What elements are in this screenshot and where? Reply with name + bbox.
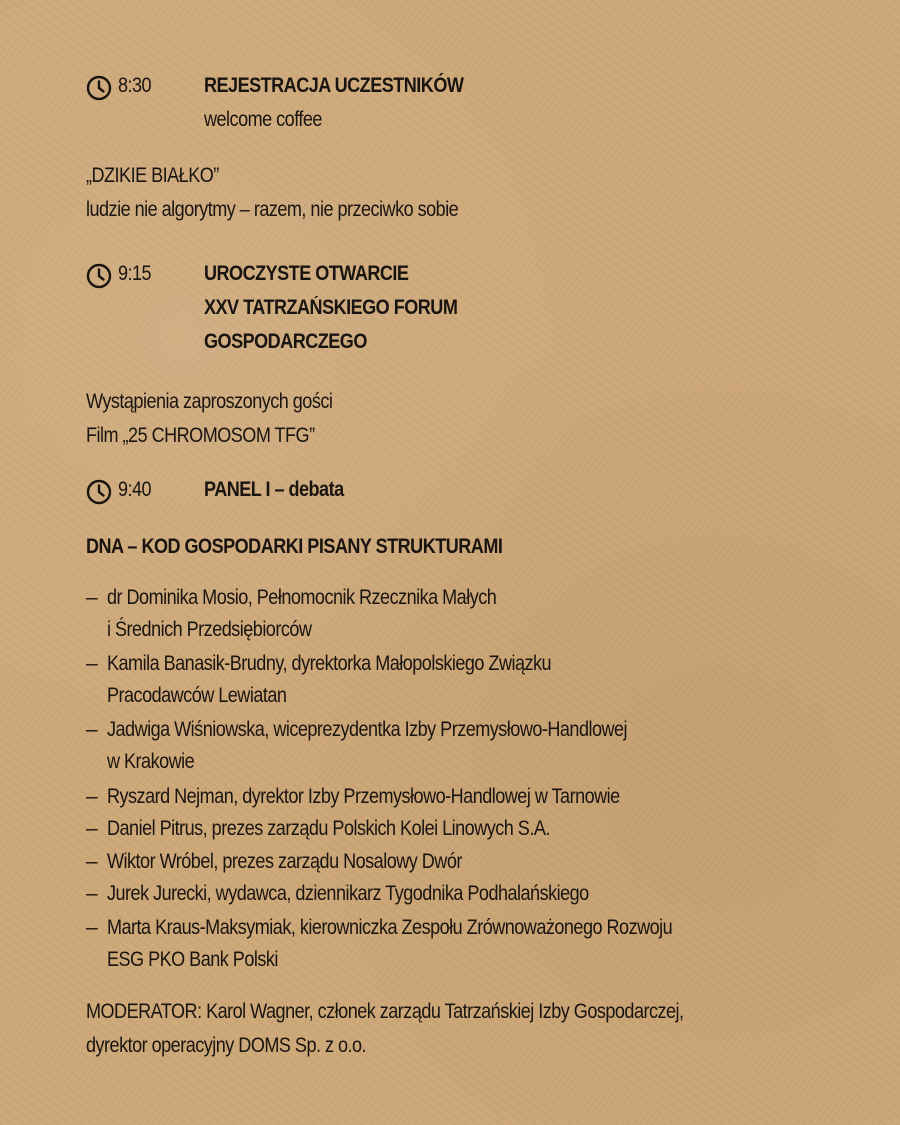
list-bullet: – bbox=[86, 718, 98, 741]
registration-title: REJESTRACJA UCZESTNIKÓW bbox=[204, 74, 464, 97]
opening-title-line-2: XXV TATRZAŃSKIEGO FORUM bbox=[204, 296, 458, 319]
panelist-line: Jadwiga Wiśniowska, wiceprezydentka Izby Przemysłowo-Handlowej bbox=[107, 718, 628, 741]
panelist-line: w Krakowie bbox=[107, 750, 195, 773]
tagline-title: „DZIKIE BIAŁKO” bbox=[86, 164, 219, 187]
list-bullet: – bbox=[86, 785, 98, 808]
panelist-line: Jurek Jurecki, wydawca, dziennikarz Tygodnika Podhalańskiego bbox=[107, 882, 589, 905]
panel-heading: DNA – KOD GOSPODARKI PISANY STRUKTURAMI bbox=[86, 535, 503, 558]
opening-title-line-3: GOSPODARCZEGO bbox=[204, 330, 367, 353]
clock-icon bbox=[86, 479, 112, 505]
list-bullet: – bbox=[86, 882, 98, 905]
registration-subtitle: welcome coffee bbox=[204, 108, 322, 131]
opening-detail: Film „25 CHROMOSOM TFG” bbox=[86, 424, 315, 447]
panelist-line: Pracodawców Lewiatan bbox=[107, 684, 287, 707]
list-bullet: – bbox=[86, 850, 98, 873]
list-bullet: – bbox=[86, 817, 98, 840]
moderator-line: MODERATOR: Karol Wagner, członek zarządu Tatrzańskiej Izby Gospodarczej, bbox=[86, 1000, 684, 1023]
panelist-line: i Średnich Przedsiębiorców bbox=[107, 618, 312, 641]
time-915: 9:15 bbox=[118, 262, 152, 285]
time-940: 9:40 bbox=[118, 478, 152, 501]
panelist-line: Ryszard Nejman, dyrektor Izby Przemysłowo-Handlowej w Tarnowie bbox=[107, 785, 620, 808]
opening-title-line-1: UROCZYSTE OTWARCIE bbox=[204, 262, 409, 285]
list-bullet: – bbox=[86, 652, 98, 675]
clock-icon bbox=[86, 263, 112, 289]
list-bullet: – bbox=[86, 586, 98, 609]
list-bullet: – bbox=[86, 916, 98, 939]
tagline-text: ludzie nie algorytmy – razem, nie przeciwko sobie bbox=[86, 198, 459, 221]
opening-detail: Wystąpienia zaproszonych gości bbox=[86, 390, 333, 413]
panelist-line: Wiktor Wróbel, prezes zarządu Nosalowy Dwór bbox=[107, 850, 462, 873]
time-830: 8:30 bbox=[118, 74, 152, 97]
panelist-line: Daniel Pitrus, prezes zarządu Polskich Kolei Linowych S.A. bbox=[107, 817, 550, 840]
panelist-line: ESG PKO Bank Polski bbox=[107, 948, 278, 971]
clock-icon bbox=[86, 75, 112, 101]
panelist-line: dr Dominika Mosio, Pełnomocnik Rzecznika Małych bbox=[107, 586, 497, 609]
panel-title: PANEL I – debata bbox=[204, 478, 344, 501]
panelist-line: Kamila Banasik-Brudny, dyrektorka Małopolskiego Związku bbox=[107, 652, 552, 675]
panelist-line: Marta Kraus-Maksymiak, kierowniczka Zespołu Zrównoważonego Rozwoju bbox=[107, 916, 673, 939]
moderator-line: dyrektor operacyjny DOMS Sp. z o.o. bbox=[86, 1034, 367, 1057]
